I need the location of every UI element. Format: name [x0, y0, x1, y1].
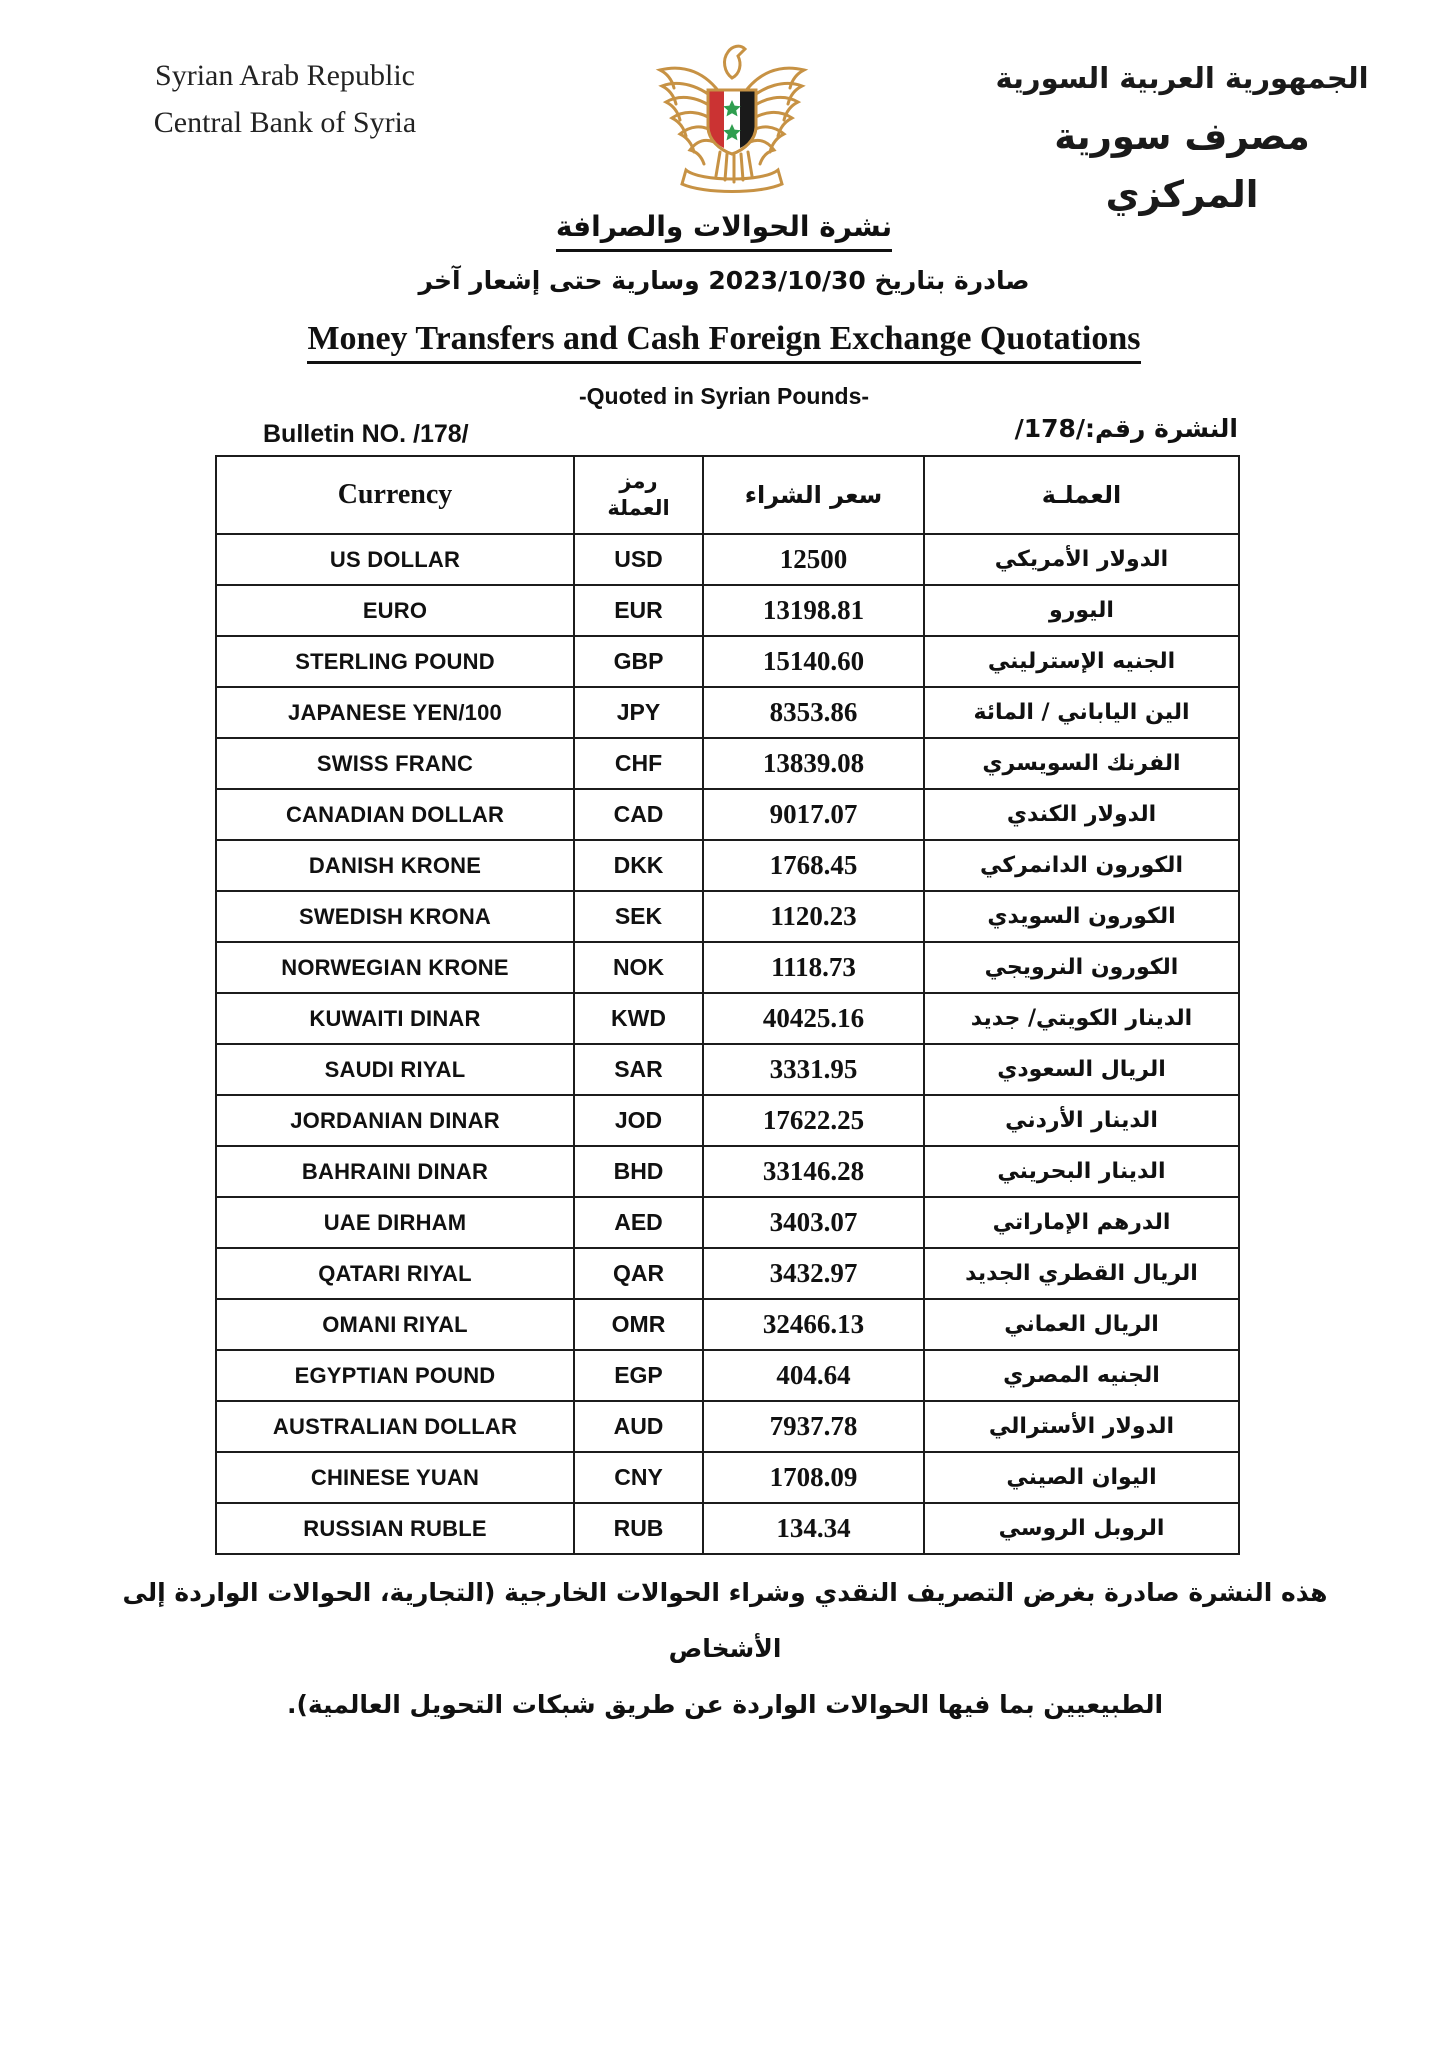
buy-rate-value: 1118.73	[703, 942, 924, 993]
currency-name-en: SAUDI RIYAL	[216, 1044, 574, 1095]
table-row	[216, 534, 1239, 585]
currency-code: JOD	[574, 1095, 703, 1146]
rates-table-body	[216, 534, 1239, 1554]
buy-rate-value: 3432.97	[703, 1248, 924, 1299]
currency-name-en: JAPANESE YEN/100	[216, 687, 574, 738]
table-row	[216, 1197, 1239, 1248]
currency-name-en: KUWAITI DINAR	[216, 993, 574, 1044]
header-currency-ar: العملـة	[924, 456, 1239, 534]
buy-rate-value: 1708.09	[703, 1452, 924, 1503]
currency-name-ar: الكورون النرويجي	[924, 942, 1239, 993]
footer-note-line1: هذه النشرة صادرة بغرض التصريف النقدي وشراء الحوالات الخارجية (التجارية، الحوالات الواردة إلى الأشخاص	[122, 1578, 1328, 1663]
buy-rate-value: 404.64	[703, 1350, 924, 1401]
buy-rate-value: 9017.07	[703, 789, 924, 840]
table-row	[216, 1248, 1239, 1299]
buy-rate-value: 13839.08	[703, 738, 924, 789]
currency-name-ar: الدولار الأمريكي	[924, 534, 1239, 585]
currency-code: RUB	[574, 1503, 703, 1554]
currency-code: AUD	[574, 1401, 703, 1452]
table-row	[216, 1044, 1239, 1095]
english-title: Money Transfers and Cash Foreign Exchange Quotations	[0, 320, 1448, 364]
currency-code: NOK	[574, 942, 703, 993]
country-name-ar: الجمهورية العربية السورية	[995, 61, 1369, 95]
bank-name-ar: مصرف سورية المركزي	[1054, 115, 1310, 216]
country-name-en: Syrian Arab Republic	[155, 59, 415, 92]
quoted-in-pounds-note: -Quoted in Syrian Pounds-	[578, 383, 870, 409]
currency-name-ar: الدولار الكندي	[924, 789, 1239, 840]
bulletin-number-en: Bulletin NO. /178/	[263, 420, 469, 448]
currency-name-en: DANISH KRONE	[216, 840, 574, 891]
bank-name-en: Central Bank of Syria	[153, 106, 417, 139]
buy-rate-value: 33146.28	[703, 1146, 924, 1197]
currency-name-en: RUSSIAN RUBLE	[216, 1503, 574, 1554]
currency-name-ar: الين الياباني / المائة	[924, 687, 1239, 738]
table-row	[216, 942, 1239, 993]
buy-rate-value: 8353.86	[703, 687, 924, 738]
currency-name-en: CHINESE YUAN	[216, 1452, 574, 1503]
currency-name-ar: الدينار البحريني	[924, 1146, 1239, 1197]
currency-name-en: CANADIAN DOLLAR	[216, 789, 574, 840]
table-row	[216, 1146, 1239, 1197]
currency-code: JPY	[574, 687, 703, 738]
currency-name-en: OMANI RIYAL	[216, 1299, 574, 1350]
currency-code: CAD	[574, 789, 703, 840]
table-row	[216, 1503, 1239, 1554]
currency-name-ar: الدينار الكويتي/ جديد	[924, 993, 1239, 1044]
currency-name-en: US DOLLAR	[216, 534, 574, 585]
currency-code: SAR	[574, 1044, 703, 1095]
table-row	[216, 1350, 1239, 1401]
bulletin-number-ar: النشرة رقم:/178/	[1014, 414, 1238, 443]
buy-rate-value: 1768.45	[703, 840, 924, 891]
buy-rate-value: 3331.95	[703, 1044, 924, 1095]
currency-code: OMR	[574, 1299, 703, 1350]
table-row	[216, 1095, 1239, 1146]
header-currency-code: رمز العملة	[574, 456, 703, 534]
currency-code: CHF	[574, 738, 703, 789]
buy-rate-value: 17622.25	[703, 1095, 924, 1146]
currency-name-ar: اليوان الصيني	[924, 1452, 1239, 1503]
currency-name-ar: الجنيه الإسترليني	[924, 636, 1239, 687]
arabic-title: نشرة الحوالات والصرافة	[0, 210, 1448, 252]
currency-name-ar: الريال القطري الجديد	[924, 1248, 1239, 1299]
currency-name-ar: الكورون السويدي	[924, 891, 1239, 942]
table-row	[216, 636, 1239, 687]
currency-name-ar: الكورون الدانمركي	[924, 840, 1239, 891]
table-header-row	[216, 456, 1239, 534]
currency-name-en: SWEDISH KRONA	[216, 891, 574, 942]
currency-name-en: AUSTRALIAN DOLLAR	[216, 1401, 574, 1452]
currency-name-en: SWISS FRANC	[216, 738, 574, 789]
currency-name-ar: الفرنك السويسري	[924, 738, 1239, 789]
currency-name-en: EGYPTIAN POUND	[216, 1350, 574, 1401]
currency-name-ar: الدرهم الإماراتي	[924, 1197, 1239, 1248]
currency-code: USD	[574, 534, 703, 585]
table-row	[216, 993, 1239, 1044]
currency-name-en: BAHRAINI DINAR	[216, 1146, 574, 1197]
currency-code: KWD	[574, 993, 703, 1044]
currency-name-ar: الدينار الأردني	[924, 1095, 1239, 1146]
table-row	[216, 585, 1239, 636]
flag-shield	[708, 90, 756, 154]
arabic-subtitle: صادرة بتاريخ 2023/10/30 وسارية حتى إشعار آخر	[418, 266, 1030, 295]
currency-name-en: UAE DIRHAM	[216, 1197, 574, 1248]
currency-code: SEK	[574, 891, 703, 942]
currency-name-ar: اليورو	[924, 585, 1239, 636]
currency-code: DKK	[574, 840, 703, 891]
currency-name-ar: الجنيه المصري	[924, 1350, 1239, 1401]
table-row	[216, 687, 1239, 738]
currency-name-en: JORDANIAN DINAR	[216, 1095, 574, 1146]
buy-rate-value: 32466.13	[703, 1299, 924, 1350]
buy-rate-value: 13198.81	[703, 585, 924, 636]
header-buy-price: سعر الشراء	[703, 456, 924, 534]
table-row	[216, 840, 1239, 891]
currency-name-ar: الروبل الروسي	[924, 1503, 1239, 1554]
header-currency-en: Currency	[216, 456, 574, 534]
table-row	[216, 789, 1239, 840]
footer-note	[80, 1565, 1370, 1733]
currency-name-en: QATARI RIYAL	[216, 1248, 574, 1299]
syrian-eagle-emblem-icon	[648, 34, 816, 196]
buy-rate-value: 15140.60	[703, 636, 924, 687]
currency-name-ar: الريال العماني	[924, 1299, 1239, 1350]
table-row	[216, 1452, 1239, 1503]
currency-code: EGP	[574, 1350, 703, 1401]
header-english-block	[90, 52, 480, 146]
currency-name-en: EURO	[216, 585, 574, 636]
buy-rate-value: 1120.23	[703, 891, 924, 942]
buy-rate-value: 40425.16	[703, 993, 924, 1044]
currency-code: BHD	[574, 1146, 703, 1197]
currency-code: AED	[574, 1197, 703, 1248]
table-row	[216, 1401, 1239, 1452]
table-row	[216, 738, 1239, 789]
buy-rate-value: 7937.78	[703, 1401, 924, 1452]
buy-rate-value: 3403.07	[703, 1197, 924, 1248]
header-arabic-block	[972, 48, 1392, 224]
table-row	[216, 1299, 1239, 1350]
currency-code: CNY	[574, 1452, 703, 1503]
eagle-svg	[648, 34, 816, 196]
table-row	[216, 891, 1239, 942]
currency-name-en: NORWEGIAN KRONE	[216, 942, 574, 993]
currency-code: EUR	[574, 585, 703, 636]
currency-name-ar: الريال السعودي	[924, 1044, 1239, 1095]
currency-code: QAR	[574, 1248, 703, 1299]
buy-rate-value: 12500	[703, 534, 924, 585]
currency-code: GBP	[574, 636, 703, 687]
footer-note-line2: الطبيعيين بما فيها الحوالات الواردة عن طريق شبكات التحويل العالمية).	[286, 1690, 1164, 1719]
currency-name-en: STERLING POUND	[216, 636, 574, 687]
currency-name-ar: الدولار الأسترالي	[924, 1401, 1239, 1452]
buy-rate-value: 134.34	[703, 1503, 924, 1554]
exchange-rates-table	[215, 455, 1240, 1555]
